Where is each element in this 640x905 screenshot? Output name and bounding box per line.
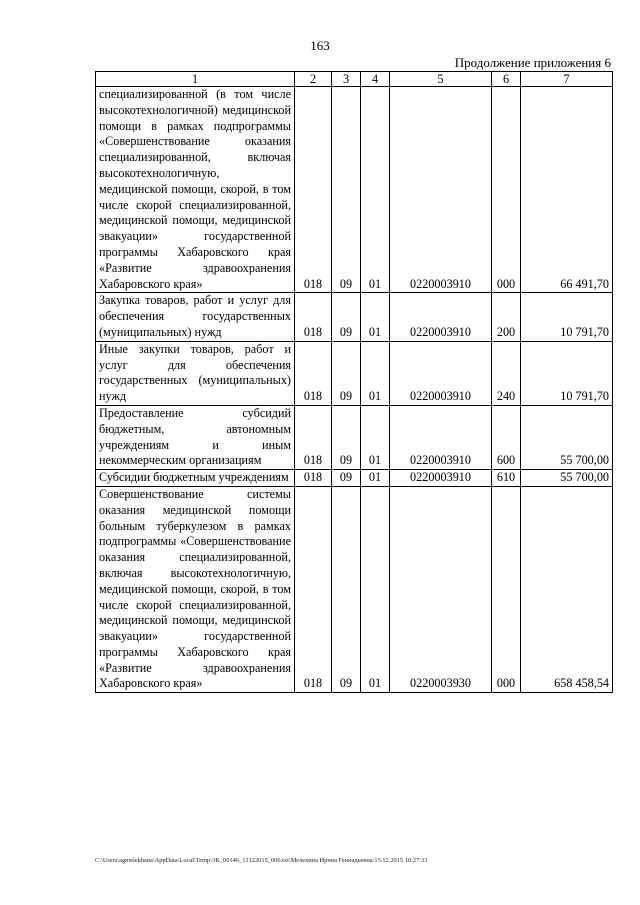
- row-subsection-code: 01: [361, 341, 390, 405]
- table-row: [96, 341, 613, 405]
- row-expense-type: 000: [492, 87, 521, 293]
- row-subsection-code: 01: [361, 405, 390, 469]
- row-section-code: 09: [332, 293, 361, 341]
- table-row: [96, 293, 613, 341]
- table-row: [96, 470, 613, 487]
- row-ministry-code: 018: [295, 293, 332, 341]
- header-col-1: 1: [96, 72, 295, 87]
- header-col-2: 2: [295, 72, 332, 87]
- page-number: 163: [310, 38, 330, 53]
- header-col-5: 5: [390, 72, 492, 87]
- row-section-code: 09: [332, 486, 361, 692]
- header-col-7: 7: [521, 72, 613, 87]
- table-row: [96, 405, 613, 469]
- row-subsection-code: 01: [361, 293, 390, 341]
- row-subsection-code: 01: [361, 486, 390, 692]
- row-name: специализированной (в том числе высокотехнологичной) медицинской помощи в рамках подпрограммы «Совершенствование оказания специализированной, включая высокотехнологичную, медицинской помощи, скорой, в том числе скорой специализированной, медицинской помощи, медицинской эвакуации» государственной программы Хабаровского края «Развитие здравоохранения Хабаровского края»: [96, 87, 295, 293]
- row-name: Иные закупки товаров, работ и услуг для обеспечения государственных (муниципальных) нужд: [96, 341, 295, 405]
- table-header-row: [96, 72, 613, 87]
- row-subsection-code: 01: [361, 87, 390, 293]
- row-ministry-code: 018: [295, 470, 332, 487]
- row-name: Субсидии бюджетным учреждениям: [96, 470, 295, 487]
- row-amount: 10 791,70: [521, 341, 613, 405]
- row-target-code: 0220003910: [390, 87, 492, 293]
- row-ministry-code: 018: [295, 341, 332, 405]
- row-ministry-code: 018: [295, 486, 332, 692]
- row-name: Предоставление субсидий бюджетным, автономным учреждениям и иным некоммерческим организациям: [96, 405, 295, 469]
- row-name: Совершенствование системы оказания медицинской помощи больным туберкулезом в рамках подпрограммы «Совершенствование оказания специализированной, включая высокотехнологичную, медицинской помощи, скорой, в том числе скорой специализированной, медицинской помощи, медицинской эвакуации» государственной программы Хабаровского края «Развитие здравоохранения Хабаровского края»: [96, 486, 295, 692]
- continuation-label: Продолжение приложения 6: [454, 55, 611, 70]
- row-section-code: 09: [332, 405, 361, 469]
- row-amount: 66 491,70: [521, 87, 613, 293]
- row-amount: 55 700,00: [521, 470, 613, 487]
- row-target-code: 0220003910: [390, 405, 492, 469]
- row-expense-type: 610: [492, 470, 521, 487]
- row-target-code: 0220003930: [390, 486, 492, 692]
- row-subsection-code: 01: [361, 470, 390, 487]
- row-ministry-code: 018: [295, 405, 332, 469]
- header-col-4: 4: [361, 72, 390, 87]
- footer-file-path: C:\Users\agmelekhana\AppData\Local\Temp\3K_00146_12122015_006.txt\Мелехина Ирина Геннадьевна\15.12.2015 10:27:33: [95, 857, 428, 864]
- row-amount: 658 458,54: [521, 486, 613, 692]
- row-expense-type: 000: [492, 486, 521, 692]
- budget-table: [95, 71, 613, 693]
- header-col-6: 6: [492, 72, 521, 87]
- row-target-code: 0220003910: [390, 293, 492, 341]
- row-target-code: 0220003910: [390, 470, 492, 487]
- row-expense-type: 240: [492, 341, 521, 405]
- table-row: [96, 486, 613, 692]
- row-expense-type: 600: [492, 405, 521, 469]
- header-col-3: 3: [332, 72, 361, 87]
- row-expense-type: 200: [492, 293, 521, 341]
- row-section-code: 09: [332, 87, 361, 293]
- row-target-code: 0220003910: [390, 341, 492, 405]
- row-ministry-code: 018: [295, 87, 332, 293]
- row-amount: 55 700,00: [521, 405, 613, 469]
- row-section-code: 09: [332, 470, 361, 487]
- table-row: [96, 87, 613, 293]
- row-amount: 10 791,70: [521, 293, 613, 341]
- row-name: Закупка товаров, работ и услуг для обеспечения государственных (муниципальных) нужд: [96, 293, 295, 341]
- row-section-code: 09: [332, 341, 361, 405]
